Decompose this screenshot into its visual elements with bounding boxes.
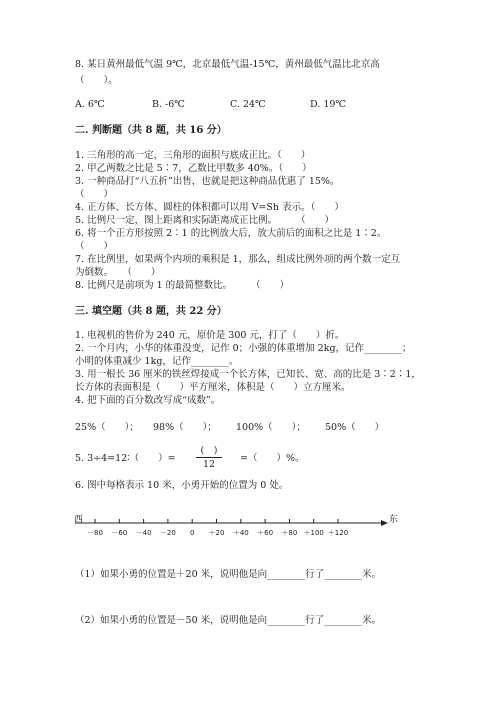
judge-line: 2. 甲乙两数之比是 5∶7，乙数比甲数多 40%。（ ） <box>75 163 312 174</box>
percent-item: 98%（ ）； <box>153 422 217 433</box>
tick-label: ＋100 <box>303 529 324 537</box>
fill-line: 4. 把下面的百分数改写成“成数”。 <box>75 395 221 406</box>
tick-label: 0 <box>189 529 195 537</box>
judge-line: 5. 比例尺一定，图上距离和实际距离成正比例。 （ ） <box>75 215 335 226</box>
section2-title: 二. 判断题（共 8 题，共 16 分） <box>75 125 227 136</box>
judge-line: 8. 比例尺是前项为 1 的最简整数比。 （ ） <box>75 280 290 291</box>
judge-line: 3. 一种商品打“八五折”出售，也就是把这种商品优惠了 15%。 <box>75 176 340 187</box>
section3-title: 三. 填空题（共 8 题，共 22 分） <box>75 306 227 317</box>
fill-line: 1. 电视机的售价为 240 元，原价是 300 元，打了（ ）折。 <box>75 330 345 341</box>
q5-fraction-numerator: ( ) <box>200 445 218 456</box>
q8-option-d: D. 19℃ <box>310 99 347 110</box>
tick-label: ＋60 <box>257 529 274 537</box>
q8-option-b: B. -6℃ <box>152 99 185 110</box>
judge-line: 1. 三角形的高一定，三角形的面积与底成正比。（ ） <box>75 150 311 161</box>
tick-label: ＋20 <box>208 529 225 537</box>
fill-line: 2. 一个月内，小华的体重没变，记作 0；小强的体重增加 2kg，记作________； <box>75 343 412 354</box>
tick-label: －20 <box>159 529 176 537</box>
number-line <box>0 506 500 566</box>
q6-text: 6. 图中每格表示 10 米，小勇开始的位置为 0 处。 <box>75 480 289 491</box>
west-label: 西 <box>74 515 84 525</box>
percent-item: 50%（ ） <box>325 422 385 433</box>
q5-right: =（ ）%。 <box>240 453 305 464</box>
tick-label: －60 <box>111 529 128 537</box>
tick-label: ＋80 <box>281 529 298 537</box>
q6-sub2: （2）如果小勇的位置是－50 米，说明他是向________行了________米。 <box>75 615 382 626</box>
judge-line: 6. 将一个正方形按照 2∶1 的比例放大后，放大前后的面积之比是 1∶2。 <box>75 228 387 239</box>
percent-item: 100%（ ）； <box>236 422 306 433</box>
q5-fraction-denominator: 12 <box>202 459 216 470</box>
percent-item: 25%（ ）； <box>75 422 139 433</box>
tick-label: ＋40 <box>232 529 249 537</box>
q6-sub1: （1）如果小勇的位置是＋20 米，说明他是向________行了________米。 <box>75 569 382 580</box>
q5-left: 5. 3÷4=12∶（ ）= <box>75 453 176 464</box>
q8-text-line1: 8. 某日黄州最低气温 9℃，北京最低气温-15℃，黄州最低气温比北京高 <box>75 59 380 70</box>
fraction-bar <box>196 457 222 458</box>
q8-option-c: C. 24℃ <box>230 99 266 110</box>
fill-line: 长方体的表面积是（ ）平方厘米，体积是（ ）立方厘米。 <box>75 382 351 393</box>
tick-label: ＋120 <box>327 529 349 537</box>
judge-line: 7. 在比例里，如果两个内项的乘积是 1，那么，组成比例外项的两个数一定互 <box>75 254 401 265</box>
judge-line: （ ） <box>75 241 114 252</box>
judge-line: （ ） <box>75 189 114 200</box>
judge-line: 为倒数。 （ ） <box>75 267 161 278</box>
east-label: 东 <box>389 515 399 525</box>
fill-line: 3. 用一根长 36 厘米的铁丝焊接成一个长方体，已知长、宽、高的比是 3∶2∶1， <box>75 369 421 380</box>
q8-option-a: A. 6℃ <box>75 99 105 110</box>
tick-label: －40 <box>135 529 152 537</box>
arrow-head-icon <box>381 520 388 526</box>
q8-text-line2: （ ）。 <box>75 75 118 86</box>
judge-line: 4. 正方体、长方体、圆柱的体积都可以用 V=Sh 表示。（ ） <box>75 202 344 213</box>
fill-line: 小明的体重减少 1kg，记作________。 <box>75 356 239 367</box>
tick-label: －80 <box>87 529 103 537</box>
